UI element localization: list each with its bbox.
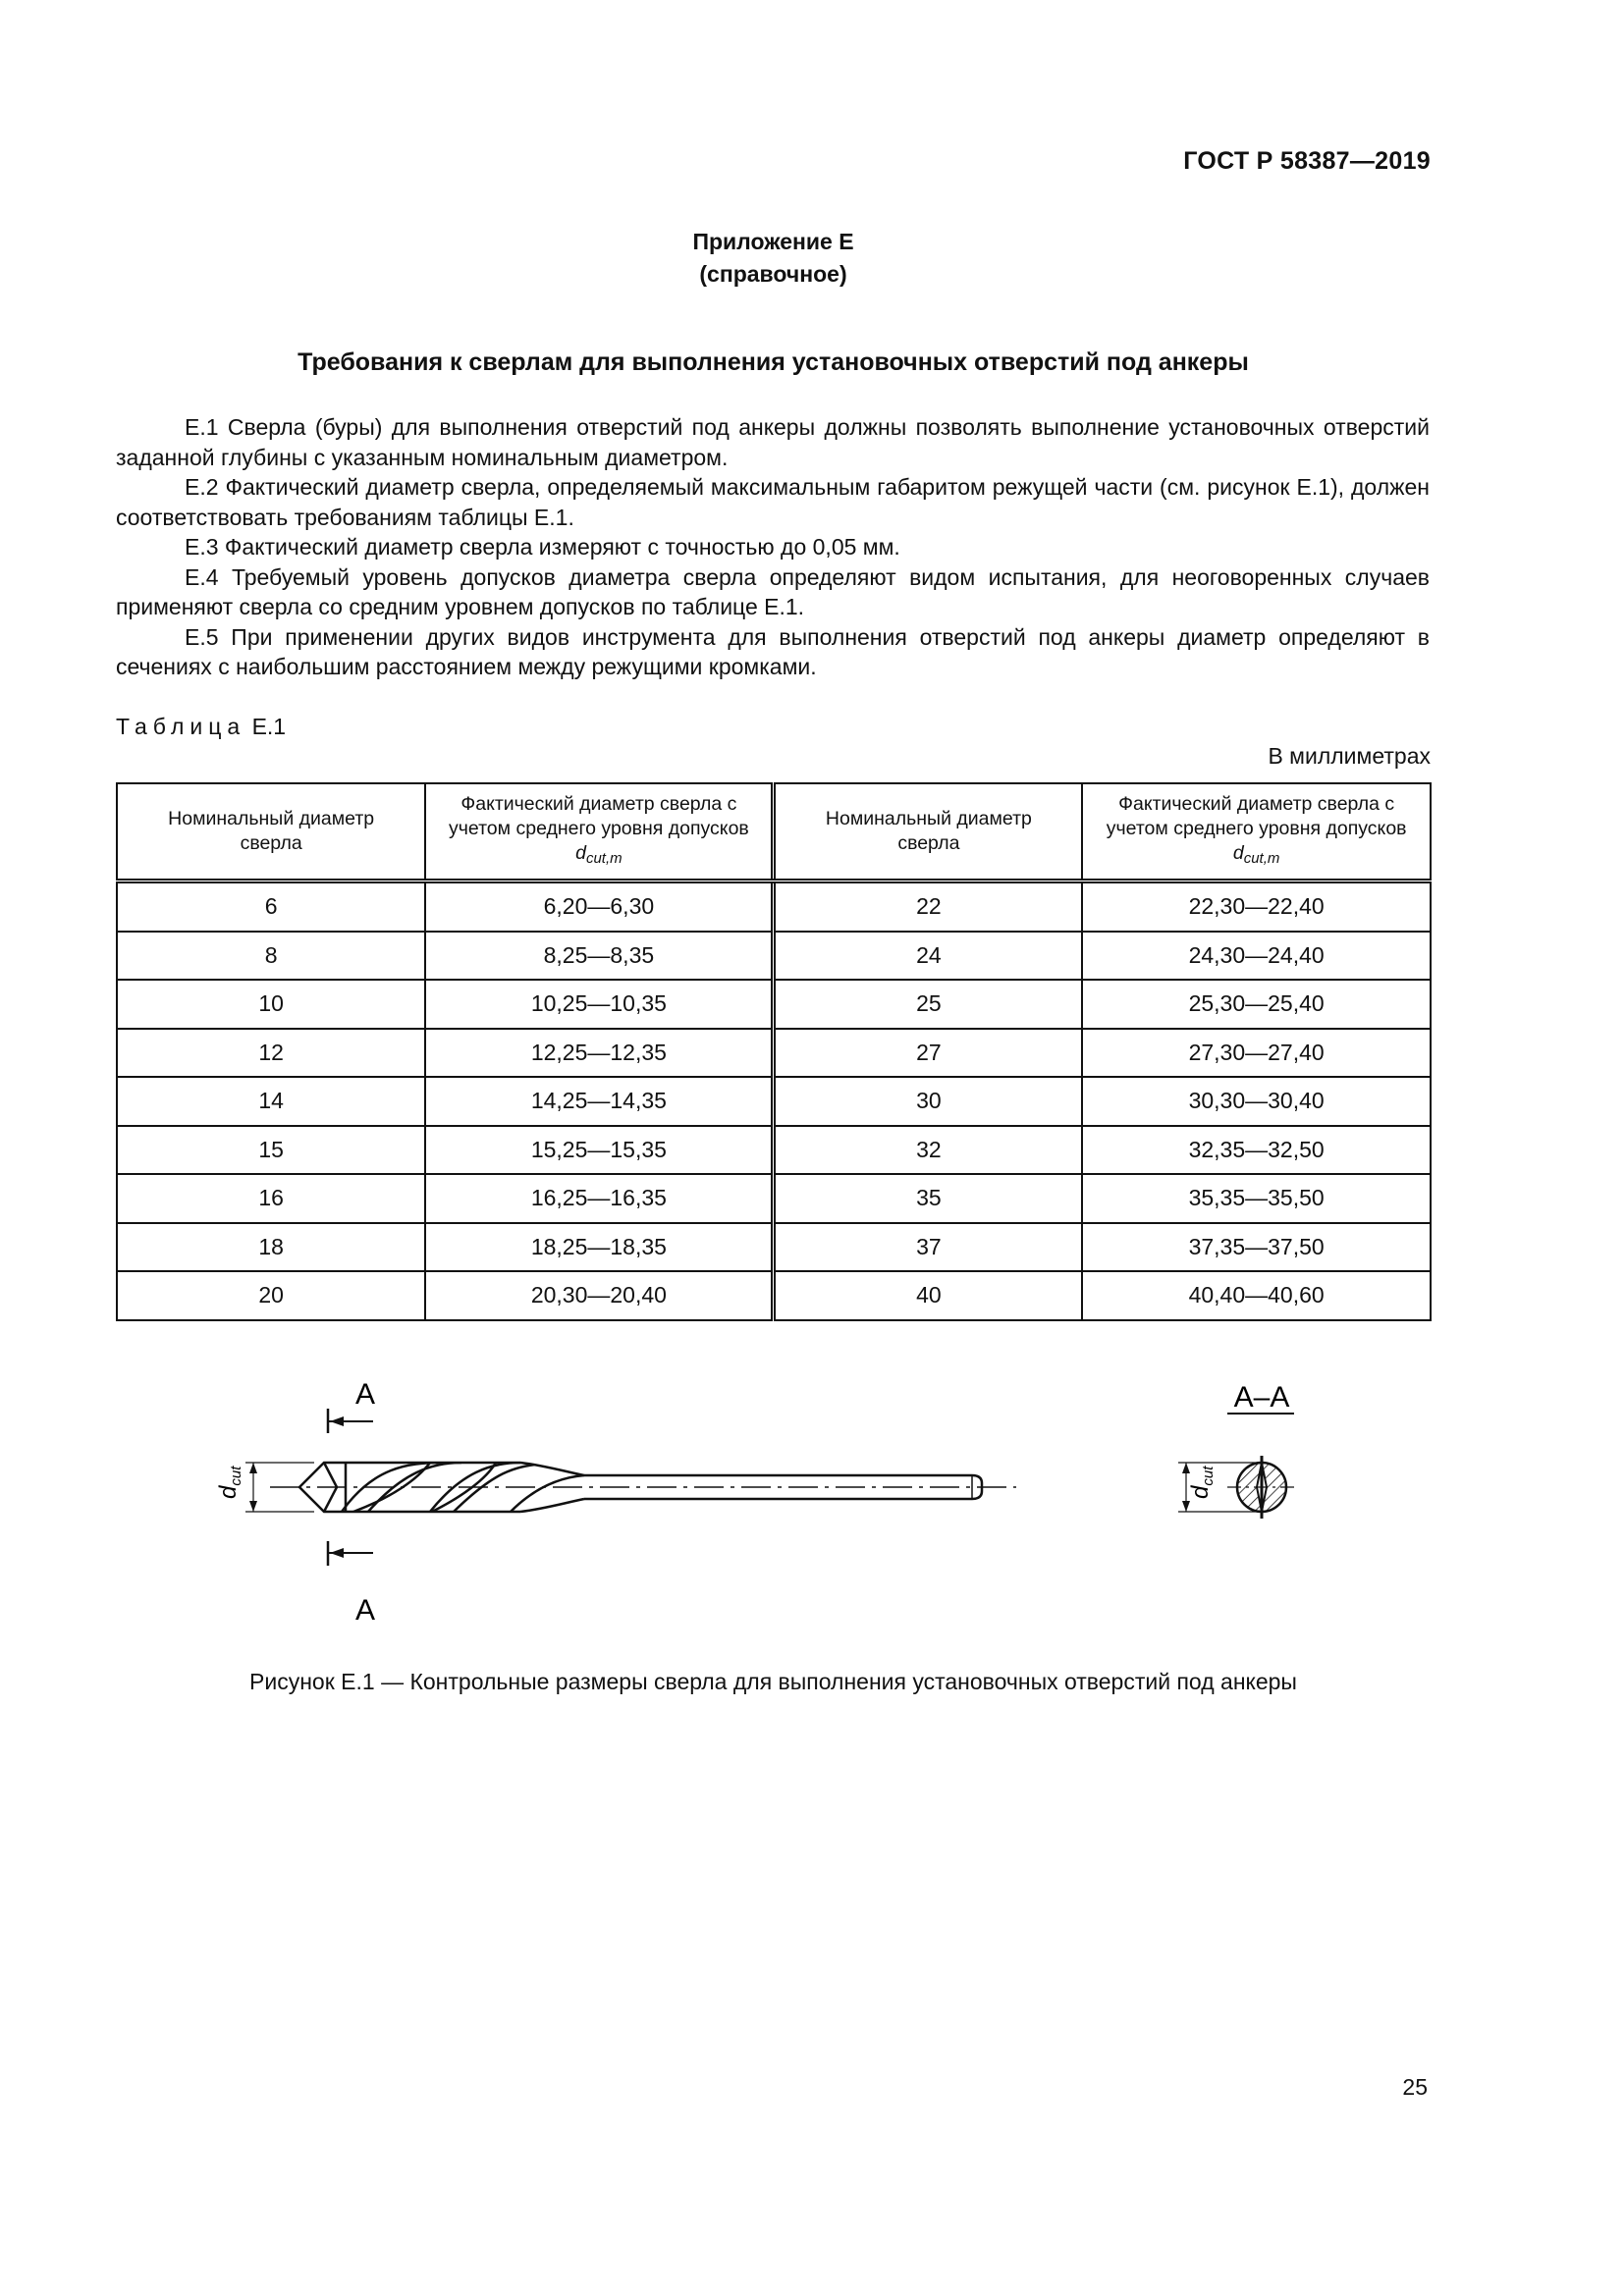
header-actual-diameter-2	[1082, 783, 1431, 881]
cell-nominal: 8	[117, 932, 425, 981]
paragraph-e4: Е.4 Требуемый уровень допусков диаметра сверла определяют видом испытания, для неоговоренных случаев применяют сверла со средним уровнем допусков по таблице Е.1.	[116, 563, 1430, 619]
header-symbol: d	[575, 842, 586, 864]
header-symbol-sub-2: cut,m	[1243, 850, 1280, 867]
dimension-label-left: $d_{cut}$	[215, 1466, 244, 1499]
section-letter-top: А	[355, 1378, 376, 1411]
table-row	[117, 881, 1431, 932]
cell-nominal-2: 40	[774, 1271, 1082, 1320]
header-symbol-sub: cut,m	[585, 850, 623, 867]
cell-actual: 20,30—20,40	[425, 1271, 774, 1320]
header-nominal-text: Номинальный диаметр сверла	[168, 808, 375, 854]
cell-nominal-2: 32	[774, 1126, 1082, 1175]
header-actual-text-2: Фактический диаметр сверла с учетом среднего уровня допусков	[1106, 793, 1407, 839]
header-actual-text: Фактический диаметр сверла с учетом среднего уровня допусков	[448, 793, 749, 839]
section-mark-top	[328, 1378, 375, 1433]
cell-actual: 15,25—15,35	[425, 1126, 774, 1175]
table-row	[117, 980, 1431, 1029]
cell-actual-2: 27,30—27,40	[1082, 1029, 1431, 1078]
cell-actual: 6,20—6,30	[425, 881, 774, 932]
paragraph-e1: Е.1 Сверла (буры) для выполнения отверстий под анкеры должны позволять выполнение установочных отверстий заданной глубины с указанным номинальным диаметром.	[116, 414, 1430, 470]
table-row	[117, 1223, 1431, 1272]
cell-actual: 16,25—16,35	[425, 1174, 774, 1223]
cell-nominal-2: 35	[774, 1174, 1082, 1223]
cell-actual-2: 22,30—22,40	[1082, 881, 1431, 932]
document-code: ГОСТ Р 58387—2019	[1183, 147, 1431, 175]
table-label-word: Таблица	[116, 714, 246, 739]
table-row	[117, 1077, 1431, 1126]
table-body	[117, 881, 1431, 1320]
cell-actual: 8,25—8,35	[425, 932, 774, 981]
paragraph-e5: Е.5 При применении других видов инструмента для выполнения отверстий под анкеры диаметр определяют в сечениях с наибольшим расстоянием между режущими кромками.	[116, 623, 1430, 679]
dimension-label-right: $d_{cut}$	[1187, 1466, 1217, 1499]
cell-nominal-2: 25	[774, 980, 1082, 1029]
cell-actual-2: 40,40—40,60	[1082, 1271, 1431, 1320]
cell-nominal: 10	[117, 980, 425, 1029]
section-title: А–А	[1233, 1381, 1290, 1414]
table-row	[117, 1271, 1431, 1320]
cell-actual: 10,25—10,35	[425, 980, 774, 1029]
page-number: 25	[1402, 2074, 1428, 2100]
table-row	[117, 1029, 1431, 1078]
body-text	[116, 412, 1430, 682]
cell-nominal-2: 37	[774, 1223, 1082, 1272]
header-actual-text-wrap-2	[1100, 792, 1414, 871]
cell-nominal-2: 27	[774, 1029, 1082, 1078]
cell-actual-2: 32,35—32,50	[1082, 1126, 1431, 1175]
cross-section-view	[1178, 1381, 1296, 1519]
table-row	[117, 932, 1431, 981]
cell-nominal-2: 24	[774, 932, 1082, 981]
cell-actual: 12,25—12,35	[425, 1029, 774, 1078]
header-symbol-2: d	[1232, 842, 1244, 864]
cell-nominal: 6	[117, 881, 425, 932]
section-mark-bottom	[328, 1541, 375, 1627]
drill-figure	[196, 1369, 1375, 1644]
section-title: Требования к сверлам для выполнения установочных отверстий под анкеры	[298, 348, 1249, 376]
cell-nominal: 18	[117, 1223, 425, 1272]
table-units: В миллиметрах	[1268, 743, 1431, 769]
table-row	[117, 1126, 1431, 1175]
paragraph-e2: Е.2 Фактический диаметр сверла, определяемый максимальным габаритом режущей части (см. рисунок Е.1), должен соответствовать требованиям таблицы Е.1.	[116, 474, 1430, 530]
table-row	[117, 1174, 1431, 1223]
header-actual-text-wrap	[442, 792, 756, 871]
table-header-row	[117, 783, 1431, 881]
cell-nominal: 15	[117, 1126, 425, 1175]
cell-nominal: 14	[117, 1077, 425, 1126]
cell-nominal-2: 30	[774, 1077, 1082, 1126]
cell-nominal-2: 22	[774, 881, 1082, 932]
cell-actual-2: 35,35—35,50	[1082, 1174, 1431, 1223]
cell-actual: 18,25—18,35	[425, 1223, 774, 1272]
cell-actual-2: 37,35—37,50	[1082, 1223, 1431, 1272]
header-nominal-text-2: Номинальный диаметр сверла	[825, 808, 1032, 854]
header-actual-diameter	[425, 783, 774, 881]
drill-diameter-table	[116, 782, 1432, 1321]
cell-nominal: 16	[117, 1174, 425, 1223]
cell-actual: 14,25—14,35	[425, 1077, 774, 1126]
table-label	[116, 714, 286, 740]
figure-caption: Рисунок Е.1 — Контрольные размеры сверла для выполнения установочных отверстий под анкеры	[249, 1669, 1297, 1694]
appendix-title: Приложение Е	[692, 229, 854, 254]
cell-nominal: 12	[117, 1029, 425, 1078]
header-nominal-diameter	[117, 783, 425, 881]
section-letter-bottom: А	[355, 1594, 376, 1627]
table-label-number: Е.1	[251, 714, 287, 739]
header-nominal-diameter-2	[774, 783, 1082, 881]
cell-actual-2: 24,30—24,40	[1082, 932, 1431, 981]
cell-actual-2: 25,30—25,40	[1082, 980, 1431, 1029]
cell-nominal: 20	[117, 1271, 425, 1320]
appendix-heading	[0, 226, 1546, 291]
appendix-status: (справочное)	[699, 261, 847, 287]
cell-actual-2: 30,30—30,40	[1082, 1077, 1431, 1126]
paragraph-e3: Е.3 Фактический диаметр сверла измеряют с точностью до 0,05 мм.	[185, 534, 900, 560]
